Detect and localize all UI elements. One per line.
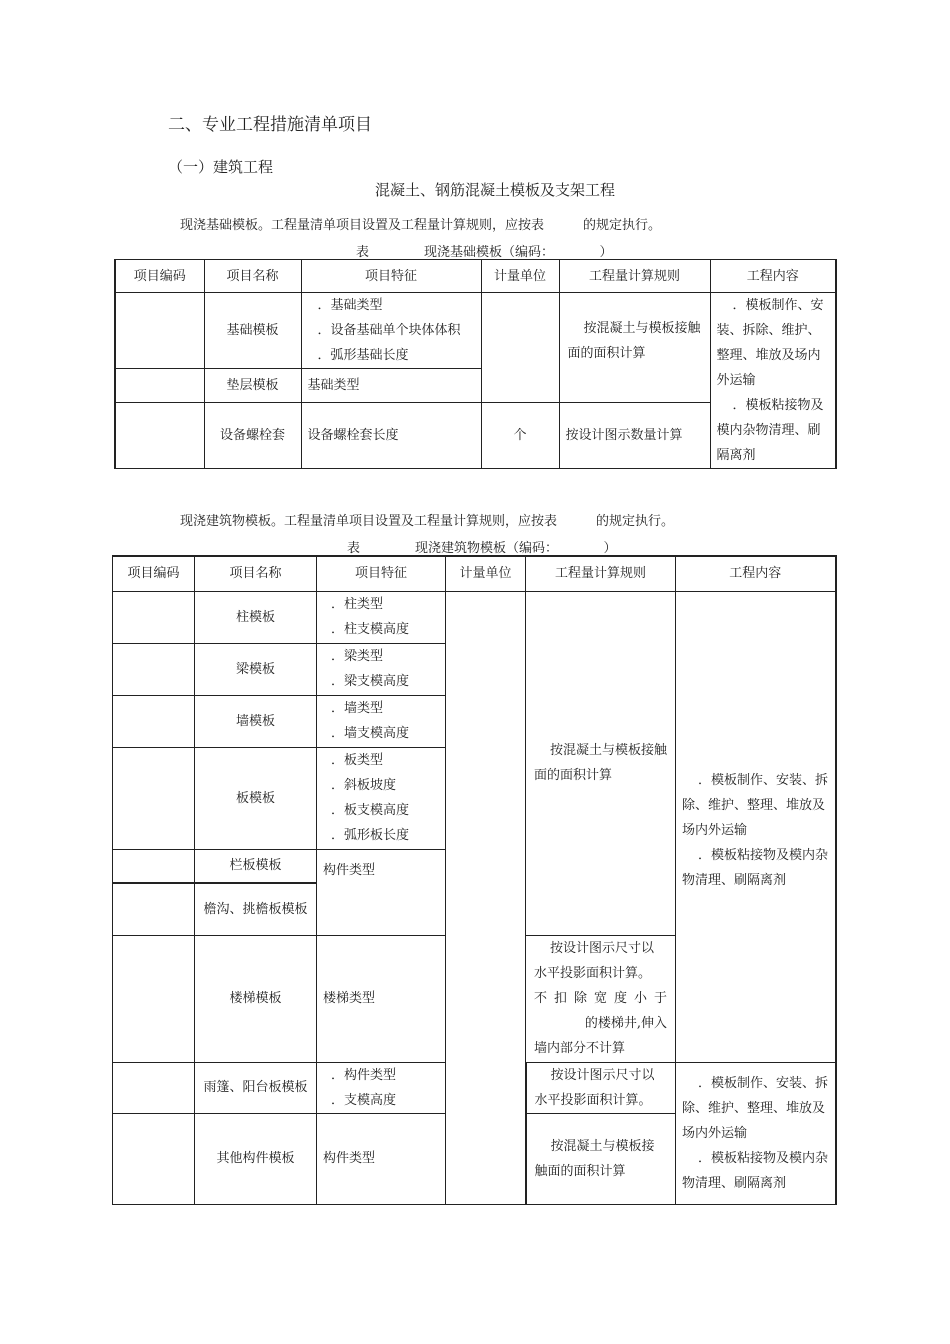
code-cell bbox=[115, 403, 204, 469]
item-name: 栏板模板 bbox=[195, 849, 317, 883]
header-name: 项目名称 bbox=[195, 556, 317, 591]
table2-caption-prefix: 表 bbox=[347, 541, 361, 556]
header-unit: 计量单位 bbox=[481, 260, 559, 293]
header-rule: 工程量计算规则 bbox=[559, 260, 710, 293]
code-cell bbox=[113, 849, 195, 883]
item-name: 雨篷、阳台板模板 bbox=[195, 1062, 317, 1113]
unit-value: 个 bbox=[481, 403, 559, 469]
table2-caption: 现浇建筑物模板（编码： ） bbox=[415, 541, 617, 556]
item-feature: ．板类型 ．斜板坡度 ．板支模高度 ．弧形板长度 bbox=[317, 747, 446, 849]
header-content: 工程内容 bbox=[676, 556, 836, 591]
item-name: 板模板 bbox=[195, 747, 317, 849]
calc-rule: 按混凝土与模板接触面的面积计算 bbox=[526, 591, 676, 935]
header-feature: 项目特征 bbox=[317, 556, 446, 591]
code-cell bbox=[113, 643, 195, 695]
code-cell bbox=[113, 935, 195, 1062]
item-name: 设备螺栓套 bbox=[204, 403, 301, 469]
header-code: 项目编码 bbox=[115, 260, 204, 293]
unit-cell bbox=[481, 293, 559, 403]
code-cell bbox=[113, 747, 195, 849]
item-feature: 构件类型 bbox=[317, 849, 446, 935]
item-feature: 构件类型 bbox=[317, 1113, 446, 1204]
calc-rule: 按设计图示尺寸以 水平投影面积计算。 不 扣 除 宽 度 小 于 的楼梯井,伸入 墙内部分不计算 bbox=[526, 935, 676, 1062]
code-cell bbox=[115, 369, 204, 403]
unit-cell bbox=[446, 591, 526, 1204]
code-cell bbox=[113, 883, 195, 935]
calc-rule: 按设计图示尺寸以 水平投影面积计算。 bbox=[526, 1062, 676, 1113]
subsection-heading: （一）建筑工程 bbox=[168, 158, 274, 176]
item-feature: 设备螺栓套长度 bbox=[301, 403, 481, 469]
section-heading: 二、专业工程措施清单项目 bbox=[168, 115, 372, 135]
header-name: 项目名称 bbox=[204, 260, 301, 293]
paragraph-foundation: 现浇基础模板。工程量清单项目设置及工程量计算规则，应按表 的规定执行。 bbox=[180, 218, 662, 233]
header-rule: 工程量计算规则 bbox=[526, 556, 676, 591]
item-feature: ．墙类型 ．墙支模高度 bbox=[317, 695, 446, 747]
foundation-formwork-table bbox=[114, 259, 837, 469]
building-formwork-table bbox=[112, 555, 837, 1205]
item-name: 楼梯模板 bbox=[195, 935, 317, 1062]
header-unit: 计量单位 bbox=[446, 556, 526, 591]
code-cell bbox=[113, 1113, 195, 1204]
code-cell bbox=[113, 1062, 195, 1113]
item-name: 垫层模板 bbox=[204, 369, 301, 403]
item-feature: 楼梯类型 bbox=[317, 935, 446, 1062]
item-feature: ．构件类型 ．支模高度 bbox=[317, 1062, 446, 1113]
item-name: 檐沟、挑檐板模板 bbox=[195, 883, 317, 935]
header-feature: 项目特征 bbox=[301, 260, 481, 293]
item-name: 基础模板 bbox=[204, 293, 301, 369]
calc-rule: 按混凝土与模板接触面的面积计算 bbox=[526, 1113, 676, 1204]
code-cell bbox=[115, 293, 204, 369]
header-code: 项目编码 bbox=[113, 556, 195, 591]
paragraph-building: 现浇建筑物模板。工程量清单项目设置及工程量计算规则，应按表 的规定执行。 bbox=[180, 514, 675, 529]
code-cell bbox=[113, 591, 195, 643]
item-name: 其他构件模板 bbox=[195, 1113, 317, 1204]
work-content: ．模板制作、安装、拆除、维护、整理、堆放及场内外运输 ．模板粘接物及模内杂物清理、刷隔离剂 bbox=[676, 591, 836, 1062]
table1-caption-prefix: 表 bbox=[356, 245, 370, 260]
item-name: 梁模板 bbox=[195, 643, 317, 695]
item-feature: ．梁类型 ．梁支模高度 bbox=[317, 643, 446, 695]
item-name: 柱模板 bbox=[195, 591, 317, 643]
calc-rule: 按设计图示数量计算 bbox=[559, 403, 710, 469]
item-feature: ．基础类型 ．设备基础单个块体体积 ．弧形基础长度 bbox=[301, 293, 481, 369]
item-feature: 基础类型 bbox=[301, 369, 481, 403]
header-content: 工程内容 bbox=[710, 260, 836, 293]
code-cell bbox=[113, 695, 195, 747]
table1-caption: 现浇基础模板（编码： ） bbox=[424, 245, 613, 260]
item-name: 墙模板 bbox=[195, 695, 317, 747]
calc-rule: 按混凝土与模板接触面的面积计算 bbox=[559, 293, 710, 403]
work-content: ．模板制作、安装、拆除、维护、整理、堆放及场内外运输 ．模板粘接物及模内杂物清理、刷隔离剂 bbox=[710, 293, 836, 469]
section-title: 混凝土、钢筋混凝土模板及支架工程 bbox=[375, 181, 616, 199]
work-content: ．模板制作、安装、拆除、维护、整理、堆放及场内外运输 ．模板粘接物及模内杂物清理、刷隔离剂 bbox=[676, 1062, 836, 1204]
item-feature: ．柱类型 ．柱支模高度 bbox=[317, 591, 446, 643]
